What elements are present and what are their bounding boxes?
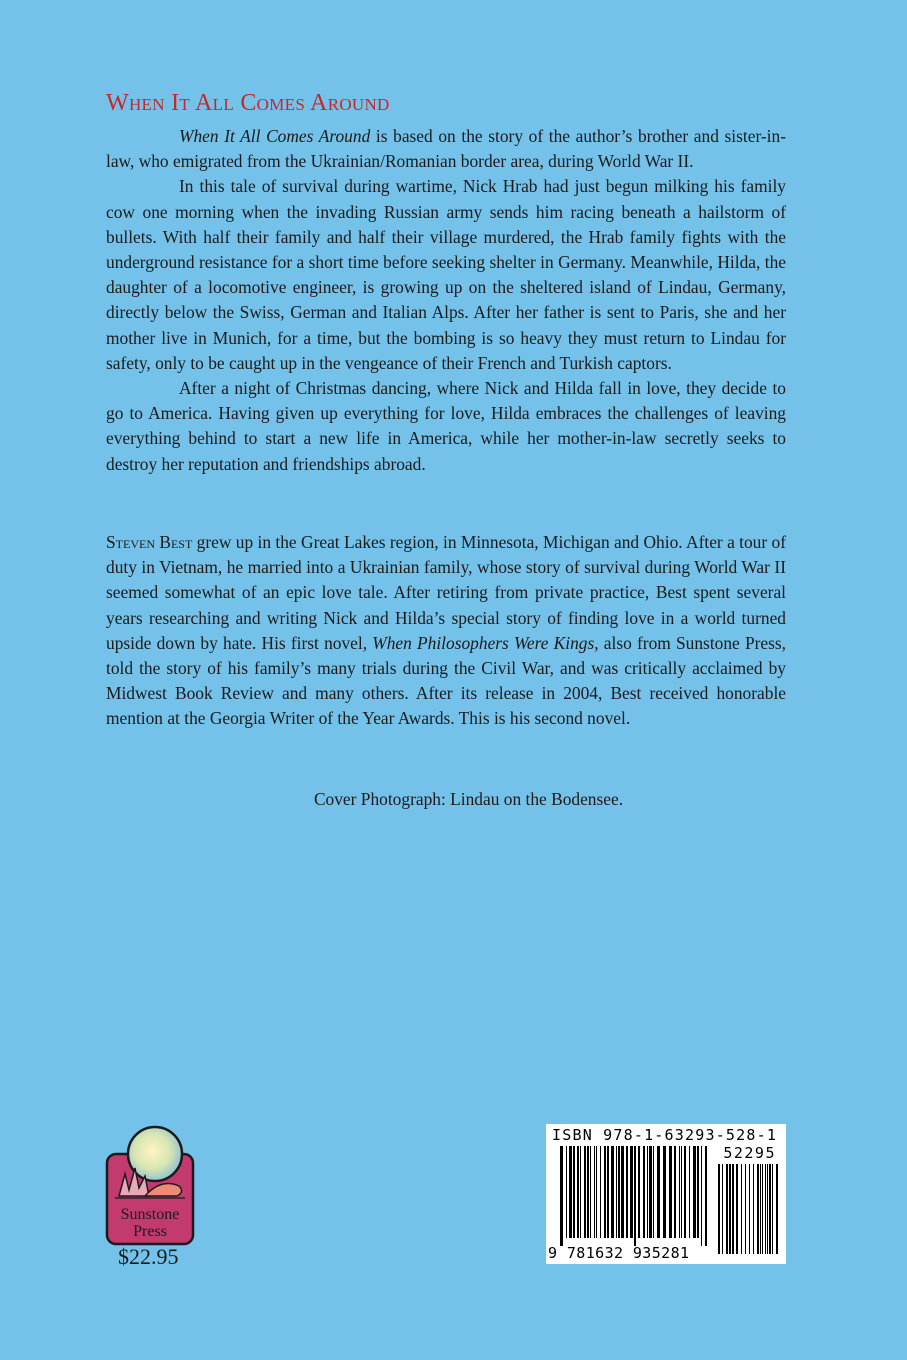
author-name: Steven Best <box>106 532 193 552</box>
barcode-bar <box>573 1146 575 1238</box>
barcode-bar <box>600 1146 601 1238</box>
addon-bar <box>776 1164 778 1254</box>
book-title: When It All Comes Around <box>106 90 390 116</box>
author-paragraph <box>106 530 786 732</box>
barcode-bar <box>596 1146 597 1238</box>
synopsis <box>106 124 786 477</box>
addon-bar <box>772 1164 773 1254</box>
isbn-label: ISBN 978-1-63293-528-1 <box>552 1126 778 1144</box>
barcode-bar <box>621 1146 624 1238</box>
price: $22.95 <box>118 1244 179 1269</box>
barcode-bar <box>669 1146 672 1238</box>
logo-line-2: Press <box>133 1223 167 1240</box>
addon-bar <box>769 1164 771 1254</box>
barcode-bar <box>626 1146 628 1238</box>
barcode-bar <box>616 1146 617 1238</box>
price-addon-code: 52295 <box>723 1144 776 1162</box>
synopsis-text: is based on the story of the author’s brother and sister-in-law, who emigrated from the Ukrainian/Romanian border area, during World War II. <box>106 126 786 172</box>
barcode-bar <box>604 1146 606 1238</box>
barcode-bar <box>577 1146 579 1238</box>
barcode-bar <box>584 1146 586 1238</box>
addon-bar <box>753 1164 754 1254</box>
barcode-bar <box>693 1146 696 1238</box>
barcode-bar <box>630 1146 633 1238</box>
barcode-bar <box>674 1146 676 1238</box>
synopsis-paragraph-3: After a night of Christmas dancing, where Nick and Hilda fall in love, they decide to go to America. Having given up everything for love, Hilda embraces the challenges of leaving everything behind to start a new life in America, while her mother-in-law secretly seeks to destroy her reputation and friendships abroad. <box>106 378 786 474</box>
addon-bar <box>732 1164 734 1254</box>
addon-bar <box>757 1164 759 1254</box>
addon-bar <box>767 1164 768 1254</box>
barcode-bar <box>689 1146 690 1238</box>
addon-bar <box>729 1164 731 1254</box>
synopsis-paragraph-1 <box>106 124 786 174</box>
barcode-bar <box>607 1146 609 1238</box>
cover-photo-credit: Cover Photograph: Lindau on the Bodensee. <box>313 789 624 809</box>
barcode-bar <box>611 1146 614 1238</box>
addon-bar <box>760 1164 761 1254</box>
barcode-bar <box>587 1146 589 1238</box>
barcode-bar <box>560 1146 563 1246</box>
barcode-bar <box>679 1146 680 1238</box>
barcode-bar <box>657 1146 660 1238</box>
previous-book-title: When Philosophers Were Kings, <box>372 632 599 653</box>
author-bio <box>106 530 786 732</box>
barcode-bar <box>705 1146 707 1246</box>
barcode-bar <box>653 1146 654 1238</box>
barcode-bar <box>684 1146 686 1238</box>
barcode-bar <box>580 1146 581 1238</box>
barcode-bar <box>590 1146 591 1238</box>
sunstone-press-logo <box>105 1124 195 1246</box>
addon-bar <box>749 1164 750 1254</box>
synopsis-paragraph-2: In this tale of survival during wartime, Nick Hrab had just begun milking his family cow one morning when the invading Russian army sends him racing beneath a hailstorm of bullets. With half their family and half their village murdered, the Hrab family fights with the underground resistance for a short time before seeking shelter in Germany. Meanwhile, Hilda, the daughter of a locomotive engineer, is growing up on the sheltered island of Lindau, Germany, directly below the Swiss, German and Italian Alps. After her father is sent to Paris, she and her mother live in Munich, for a time, but the bombing is so heavy they must return to Lindau for safety, only to be caught up in the vengeance of their French and Turkish captors. <box>106 176 786 373</box>
barcode-bar <box>697 1146 699 1238</box>
isbn-barcode <box>546 1124 786 1264</box>
barcode-bar <box>663 1146 666 1238</box>
author-text: grew up in the Great Lakes region, in Minnesota, Michigan and Ohio. After a tour of duty in Vietnam, he married into a Ukrainian family, whose story of survival during World War II seemed somewhat of an epic love tale. After retiring from private practice, Best spent several years researching and writing Nick and Hilda’s special story of finding love in a world turned upside down by hate. His first novel, <box>106 532 786 653</box>
title-italic: When It All Comes Around <box>179 126 371 146</box>
barcode-bar <box>647 1146 648 1238</box>
addon-bar <box>762 1164 763 1254</box>
ean-digits: 9 781632 935281 <box>548 1244 690 1262</box>
barcode-bar <box>638 1146 640 1238</box>
barcode-bar <box>701 1146 702 1246</box>
barcode-bar <box>634 1146 636 1246</box>
author-text-2: also from Sunstone Press, told the story of his family’s many trials during the Civil War, and was critically acclaimed by Midwest Book Review and many others. After its release in 2004, Best received honorable mention at the Georgia Writer of the Year Awards. This is his second novel. <box>106 632 787 729</box>
addon-bar <box>745 1164 746 1254</box>
addon-bar <box>718 1164 720 1254</box>
addon-bar <box>726 1164 728 1254</box>
barcode-bar <box>681 1146 682 1238</box>
barcode-bar <box>594 1146 595 1238</box>
addon-bar <box>722 1164 723 1254</box>
barcode-bar <box>569 1146 572 1238</box>
addon-bar <box>765 1164 766 1254</box>
barcode-bar <box>566 1146 567 1238</box>
addon-bar <box>741 1164 742 1254</box>
logo-line-1: Sunstone <box>120 1206 180 1223</box>
barcode-bar <box>649 1146 652 1238</box>
barcode-bar <box>643 1146 645 1238</box>
addon-bar <box>736 1164 738 1254</box>
barcode-bar <box>618 1146 620 1238</box>
